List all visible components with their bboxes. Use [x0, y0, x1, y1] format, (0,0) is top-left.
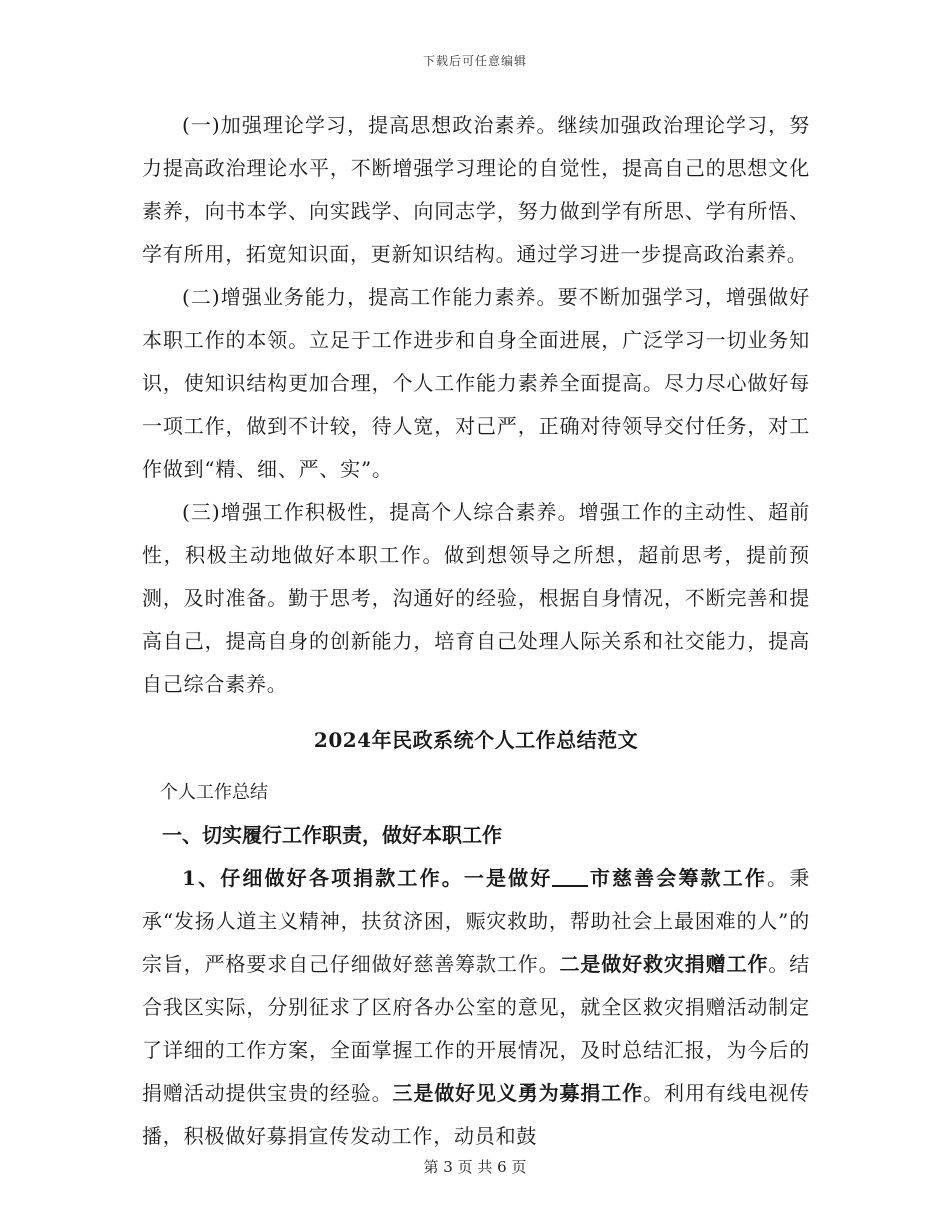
section-title: 2024年民政系统个人工作总结范文	[313, 728, 639, 752]
body-text-2: 。结合我区实际，分别征求了区府各办公室的意见，就全区救灾捐赠活动制定了详细的工作方案，全面掌握工作的开展情况，及时总结汇报，为今后的捐赠活动提供宝贵的经验。	[142, 952, 811, 1105]
page-header: 下载后可任意编辑	[422, 54, 527, 68]
heading-duties: 一、切实履行工作职责，做好本职工作	[162, 823, 502, 847]
lead-text-1b: 市慈善会筹款工作	[588, 866, 768, 890]
paragraph-theory-study: (一)加强理论学习，提高思想政治素养。继续加强政治理论学习，努力提高政治理论水平，不断增强学习理论的自觉性，提高自己的思想文化素养，向书本学、向实践学、向同志学，努力做到学有所思、学有所悟、学有所用，拓宽知识面，更新知识结构。通过学习进一步提高政治素养。	[142, 113, 810, 266]
page-footer: 第 3 页 共 6 页	[423, 1158, 527, 1176]
paragraph-business-ability: (二)增强业务能力，提高工作能力素养。要不断加强学习，增强做好本职工作的本领。立足于工作进步和自身全面进展，广泛学习一切业务知识，使知识结构更加合理，个人工作能力素养全面提高。尽力尽心做好每一项工作，做到不计较，待人宽，对己严，正确对待领导交付任务，对工作做到“精、细、严、实”。	[142, 285, 810, 481]
lead-text-1a: 1、仔细做好各项捐款工作。一是做好	[182, 866, 553, 890]
paragraph-donation-work	[142, 857, 810, 1158]
body-text-3: 。利用有线电视传播，积极做好募捐宣传发动工作，动员和鼓	[142, 1081, 810, 1148]
blank-line	[552, 867, 588, 887]
body-text-1: 。秉承“发扬人道主义精神，扶贫济困，赈灾救助，帮助社会上最困难的人”的宗旨，严格要求自己仔细做好慈善筹款工作。	[142, 866, 810, 976]
paragraph-work-initiative: (三)增强工作积极性，提高个人综合素养。增强工作的主动性、超前性，积极主动地做好本职工作。做到想领导之所想，超前思考，提前预测，及时准备。勤于思考，沟通好的经验，根据自身情况，不断完善和提高自己，提高自身的创新能力，培育自己处理人际关系和社交能力，提高自己综合素养。	[142, 500, 810, 696]
lead-text-3: 三是做好见义勇为募捐工作	[392, 1081, 644, 1105]
lead-text-2: 二是做好救灾捐赠工作	[559, 952, 769, 976]
subtitle: 个人工作总结	[160, 782, 268, 803]
document-body	[142, 104, 810, 1158]
